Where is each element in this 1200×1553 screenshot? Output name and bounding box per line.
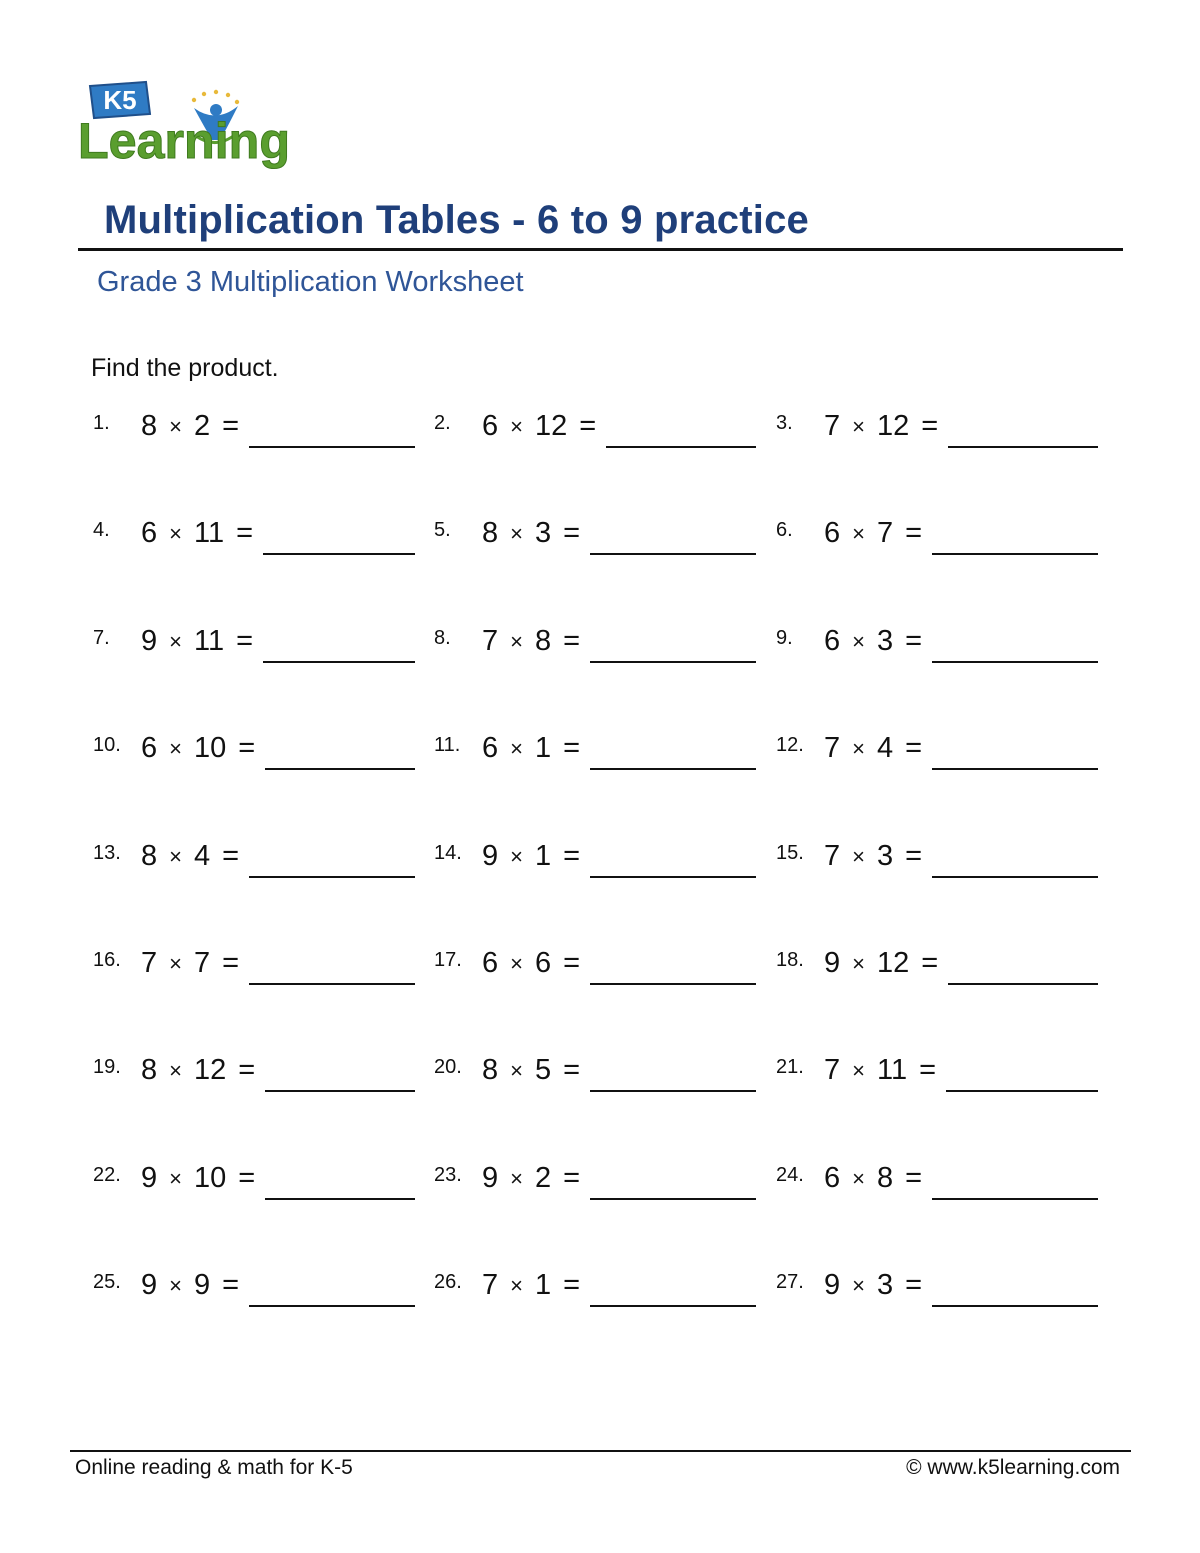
problem-number: 8. (434, 626, 451, 649)
problem-number: 15. (776, 841, 804, 864)
times-sign: × (510, 628, 523, 654)
times-sign: × (852, 414, 865, 439)
factor-b: 8 (877, 1161, 894, 1194)
problem-number: 11. (434, 734, 461, 757)
factor-b: 10 (194, 732, 227, 765)
problem-item (93, 624, 423, 677)
answer-blank[interactable] (932, 553, 1098, 555)
title-divider (78, 248, 1123, 251)
factor-a: 9 (141, 624, 158, 657)
stars-icon (192, 90, 239, 104)
times-sign: × (169, 1273, 182, 1299)
factor-a: 7 (482, 1269, 499, 1302)
times-sign: × (852, 951, 865, 976)
answer-blank[interactable] (263, 661, 415, 663)
problem-item (93, 734, 423, 784)
problem-item (776, 1161, 1106, 1214)
times-sign: × (510, 1165, 523, 1191)
equals-sign: = (905, 1161, 923, 1194)
problem-number: 9. (776, 626, 793, 649)
factor-b: 11 (194, 624, 225, 657)
factor-a: 9 (141, 1269, 158, 1302)
problem-expression (141, 1054, 255, 1087)
factor-a: 7 (824, 732, 841, 765)
answer-blank[interactable] (932, 661, 1098, 663)
factor-b: 12 (877, 410, 910, 442)
equals-sign: = (563, 517, 581, 550)
times-sign: × (852, 1058, 865, 1084)
problem-expression (482, 1054, 580, 1087)
factor-b: 10 (194, 1161, 227, 1194)
problem-number: 18. (776, 949, 804, 971)
problem-number: 1. (93, 412, 110, 434)
problem-number: 26. (434, 1271, 462, 1294)
factor-b: 6 (535, 947, 552, 979)
problem-item (776, 1056, 1106, 1106)
factor-a: 9 (482, 1161, 499, 1194)
answer-blank[interactable] (932, 876, 1098, 878)
equals-sign: = (563, 732, 581, 765)
times-sign: × (169, 1058, 182, 1084)
factor-a: 6 (482, 732, 499, 765)
problem-item (776, 624, 1106, 677)
equals-sign: = (579, 410, 597, 442)
problem-expression (824, 625, 922, 658)
problem-expression (482, 410, 596, 443)
answer-blank[interactable] (932, 768, 1098, 770)
answer-blank[interactable] (590, 553, 756, 555)
equals-sign: = (905, 839, 923, 872)
times-sign: × (510, 414, 523, 439)
answer-blank[interactable] (948, 446, 1098, 448)
problem-expression (824, 410, 938, 443)
problem-expression (482, 1269, 580, 1302)
answer-blank[interactable] (946, 1090, 1098, 1092)
problem-item (93, 1161, 423, 1214)
problem-number: 13. (93, 841, 121, 864)
problem-expression (141, 517, 253, 550)
problem-number: 3. (776, 412, 793, 434)
times-sign: × (852, 521, 865, 547)
factor-b: 5 (535, 1054, 552, 1087)
footer-website: © www.k5learning.com (906, 1456, 1120, 1479)
factor-b: 2 (194, 410, 211, 442)
problem-item (93, 949, 423, 999)
problem-item (93, 519, 423, 569)
equals-sign: = (222, 947, 240, 979)
problem-item (434, 519, 764, 569)
problem-item (776, 734, 1106, 784)
times-sign: × (510, 1058, 523, 1084)
problem-expression (824, 840, 922, 873)
problem-number: 14. (434, 841, 462, 864)
factor-b: 7 (877, 517, 894, 550)
k5-learning-logo (76, 78, 294, 170)
times-sign: × (852, 843, 865, 869)
problem-expression (141, 840, 239, 873)
problem-number: 23. (434, 1163, 462, 1186)
problem-number: 21. (776, 1056, 804, 1079)
times-sign: × (169, 414, 182, 439)
learning-wordmark: Learning (78, 113, 290, 169)
equals-sign: = (921, 947, 939, 979)
factor-b: 11 (194, 517, 225, 550)
equals-sign: = (222, 839, 240, 872)
problem-expression (824, 1269, 922, 1302)
equals-sign: = (238, 1161, 256, 1194)
factor-b: 7 (194, 947, 211, 979)
problem-item (434, 734, 764, 784)
problem-expression (482, 517, 580, 550)
answer-blank[interactable] (932, 1305, 1098, 1307)
problem-number: 24. (776, 1163, 804, 1186)
problem-item (434, 412, 764, 462)
times-sign: × (852, 1165, 865, 1191)
page-title: Multiplication Tables - 6 to 9 practice (104, 198, 809, 242)
problem-expression (482, 840, 580, 873)
factor-b: 4 (194, 839, 211, 872)
problem-item (434, 1271, 764, 1321)
equals-sign: = (563, 839, 581, 872)
problem-expression (482, 947, 580, 980)
page-subtitle: Grade 3 Multiplication Worksheet (97, 266, 524, 298)
problem-item (93, 412, 423, 462)
problem-item (434, 1161, 764, 1214)
factor-a: 6 (482, 410, 499, 442)
problem-number: 6. (776, 519, 793, 542)
problem-number: 12. (776, 734, 804, 757)
times-sign: × (169, 843, 182, 869)
times-sign: × (510, 951, 523, 976)
factor-b: 9 (194, 1269, 211, 1302)
factor-a: 7 (824, 410, 841, 442)
problem-expression (141, 625, 253, 658)
answer-blank[interactable] (590, 983, 756, 985)
problem-expression (824, 1162, 922, 1195)
problem-item (434, 949, 764, 999)
times-sign: × (169, 628, 182, 654)
answer-blank[interactable] (249, 1305, 415, 1307)
equals-sign: = (563, 1054, 581, 1087)
times-sign: × (510, 521, 523, 547)
answer-blank[interactable] (590, 876, 756, 878)
factor-b: 1 (535, 732, 552, 765)
problem-item (93, 1271, 423, 1321)
equals-sign: = (921, 410, 939, 442)
problem-number: 25. (93, 1271, 121, 1294)
problem-expression (482, 732, 580, 765)
factor-b: 3 (877, 624, 894, 657)
answer-blank[interactable] (249, 446, 415, 448)
problem-number: 27. (776, 1271, 804, 1294)
equals-sign: = (563, 1161, 581, 1194)
answer-blank[interactable] (932, 1198, 1098, 1200)
problem-expression (482, 1162, 580, 1195)
footer-divider (70, 1450, 1131, 1452)
factor-a: 6 (482, 947, 499, 979)
factor-b: 1 (535, 839, 552, 872)
equals-sign: = (236, 624, 254, 657)
problem-number: 5. (434, 519, 451, 542)
factor-b: 3 (877, 1269, 894, 1302)
factor-a: 7 (824, 839, 841, 872)
problem-item (776, 1271, 1106, 1321)
times-sign: × (169, 1165, 182, 1191)
problem-item (434, 1056, 764, 1106)
factor-b: 3 (535, 517, 552, 550)
factor-a: 6 (141, 732, 158, 765)
problem-item (776, 519, 1106, 569)
times-sign: × (510, 1273, 523, 1299)
factor-a: 8 (482, 517, 499, 550)
problem-item (93, 1056, 423, 1106)
factor-a: 7 (141, 947, 158, 979)
problem-number: 2. (434, 412, 451, 434)
equals-sign: = (905, 624, 923, 657)
problem-expression (824, 1054, 936, 1087)
equals-sign: = (238, 1054, 256, 1087)
factor-a: 7 (824, 1054, 841, 1087)
k5-badge-text: K5 (103, 85, 137, 115)
problem-number: 22. (93, 1163, 121, 1186)
equals-sign: = (222, 410, 240, 442)
factor-a: 9 (824, 947, 841, 979)
factor-a: 6 (824, 517, 841, 550)
factor-b: 4 (877, 732, 894, 765)
factor-b: 12 (535, 410, 568, 442)
problem-number: 19. (93, 1056, 121, 1079)
answer-blank[interactable] (265, 1198, 415, 1200)
problem-number: 20. (434, 1056, 462, 1079)
answer-blank[interactable] (265, 768, 415, 770)
factor-b: 1 (535, 1269, 552, 1302)
answer-blank[interactable] (249, 983, 415, 985)
problem-number: 7. (93, 626, 110, 649)
times-sign: × (852, 736, 865, 762)
factor-a: 9 (141, 1161, 158, 1194)
factor-b: 11 (877, 1054, 908, 1087)
footer-tagline: Online reading & math for K-5 (75, 1456, 353, 1479)
factor-a: 8 (482, 1054, 499, 1087)
problem-expression (141, 1162, 255, 1195)
factor-b: 8 (535, 624, 552, 657)
equals-sign: = (563, 1269, 581, 1302)
times-sign: × (852, 628, 865, 654)
problem-expression (824, 947, 938, 980)
problem-item (93, 839, 423, 892)
factor-a: 6 (824, 624, 841, 657)
answer-blank[interactable] (590, 1198, 756, 1200)
answer-blank[interactable] (948, 983, 1098, 985)
equals-sign: = (919, 1054, 937, 1087)
factor-a: 6 (141, 517, 158, 550)
factor-a: 7 (482, 624, 499, 657)
factor-a: 6 (824, 1161, 841, 1194)
problem-expression (141, 1269, 239, 1302)
equals-sign: = (905, 1269, 923, 1302)
equals-sign: = (236, 517, 254, 550)
problem-expression (141, 947, 239, 980)
problem-expression (141, 410, 239, 443)
factor-a: 8 (141, 1054, 158, 1087)
times-sign: × (852, 1273, 865, 1299)
problem-number: 17. (434, 949, 462, 971)
equals-sign: = (905, 517, 923, 550)
factor-a: 8 (141, 410, 158, 442)
factor-a: 8 (141, 839, 158, 872)
answer-blank[interactable] (590, 1090, 756, 1092)
answer-blank[interactable] (590, 768, 756, 770)
factor-a: 9 (482, 839, 499, 872)
problem-item (776, 949, 1106, 999)
answer-blank[interactable] (606, 446, 756, 448)
instruction-text: Find the product. (91, 354, 279, 382)
times-sign: × (169, 736, 182, 762)
times-sign: × (510, 843, 523, 869)
equals-sign: = (905, 732, 923, 765)
answer-blank[interactable] (590, 1305, 756, 1307)
factor-b: 2 (535, 1161, 552, 1194)
factor-a: 9 (824, 1269, 841, 1302)
problem-item (434, 839, 764, 892)
problem-expression (824, 517, 922, 550)
problem-number: 10. (93, 734, 121, 757)
problem-item (776, 839, 1106, 892)
answer-blank[interactable] (263, 553, 415, 555)
problem-number: 4. (93, 519, 110, 542)
equals-sign: = (563, 624, 581, 657)
problem-item (776, 412, 1106, 462)
problem-number: 16. (93, 949, 121, 971)
times-sign: × (169, 951, 182, 976)
times-sign: × (169, 521, 182, 547)
factor-b: 12 (877, 947, 910, 979)
problem-expression (141, 732, 255, 765)
times-sign: × (510, 736, 523, 762)
equals-sign: = (563, 947, 581, 979)
problem-item (434, 624, 764, 677)
answer-blank[interactable] (590, 661, 756, 663)
equals-sign: = (238, 732, 256, 765)
problem-expression (824, 732, 922, 765)
problem-expression (482, 625, 580, 658)
equals-sign: = (222, 1269, 240, 1302)
answer-blank[interactable] (249, 876, 415, 878)
factor-b: 12 (194, 1054, 227, 1087)
factor-b: 3 (877, 839, 894, 872)
answer-blank[interactable] (265, 1090, 415, 1092)
